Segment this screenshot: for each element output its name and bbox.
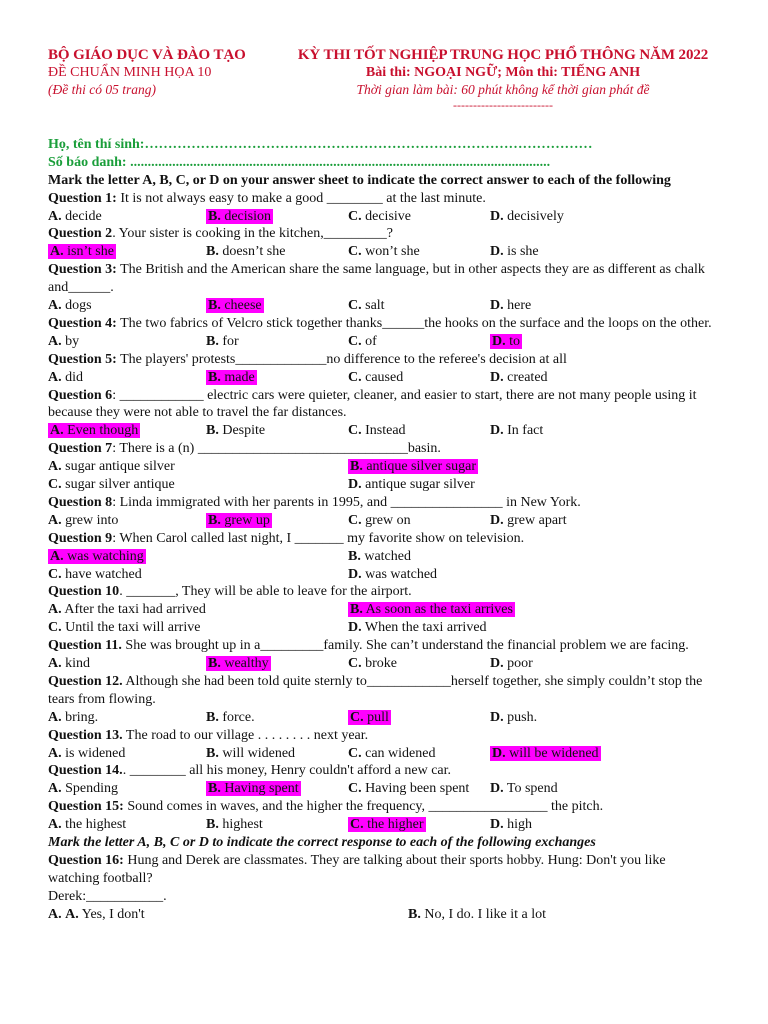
option-b: B. doesn’t she — [206, 244, 286, 260]
question-8 — [48, 494, 720, 530]
option-d: D. is she — [490, 244, 539, 260]
question-stem — [48, 673, 720, 709]
question-4 — [48, 315, 720, 351]
option-b: B. Having spent — [208, 781, 299, 797]
option-c: C. of — [348, 333, 377, 349]
question-12 — [48, 673, 720, 727]
option-b: B. will widened — [206, 745, 296, 761]
option-b: B. As soon as the taxi arrives — [350, 602, 513, 618]
question-list — [48, 190, 720, 834]
options-row — [48, 709, 720, 727]
option-c: C. pull — [350, 709, 389, 725]
candidate-name-field: Họ, tên thí sinh:…………………………………………………………………………………… — [48, 137, 593, 152]
exam-subject: Bài thi: NGOẠI NGỮ; Môn thi: TIẾNG ANH — [365, 65, 641, 80]
options-row — [48, 458, 720, 476]
option-b: B. cheese — [208, 298, 262, 314]
question-label: Question 4: — [48, 315, 117, 331]
option-a: A. by — [48, 333, 80, 349]
question-label: Question 9 — [48, 530, 113, 546]
option-c: C. salt — [348, 298, 385, 314]
option-d: D. push. — [490, 709, 538, 725]
exam-body — [48, 136, 720, 924]
question-stem — [48, 583, 720, 601]
option-c: C. caused — [348, 369, 404, 385]
question-stem — [48, 762, 720, 780]
options-row — [48, 297, 720, 315]
option-a: A. sugar antique silver — [48, 459, 175, 475]
question-text: The two fabrics of Velcro stick together thanks______the hooks on the surface and the loops on the other. — [116, 315, 712, 331]
question-label: Question 13. — [48, 727, 123, 743]
option-d: D. will be widened — [492, 745, 599, 761]
question-16-derek: Derek:___________. — [48, 888, 167, 904]
question-label: Question 8 — [48, 494, 113, 510]
question-label: Question 6 — [48, 387, 113, 403]
question-3 — [48, 261, 720, 315]
option-c: C. Until the taxi will arrive — [48, 620, 201, 636]
question-text: . ________ all his money, Henry couldn't afford a new car. — [122, 763, 452, 779]
option-d: D. When the taxi arrived — [348, 620, 487, 636]
option-d: D. To spend — [490, 781, 558, 797]
option-b: B. made — [208, 369, 255, 385]
question-label: Question 15: — [48, 799, 124, 815]
option-c: C. broke — [348, 656, 398, 672]
header-left — [48, 46, 278, 98]
instruction-2: Mark the letter A, B, C or D to indicate the correct response to each of the following exchanges — [48, 835, 596, 851]
option-a: A. isn’t she — [50, 244, 114, 260]
ministry-name: BỘ GIÁO DỤC VÀ ĐÀO TẠO — [48, 47, 246, 63]
option-c: C. sugar silver antique — [48, 477, 175, 493]
time-note: Thời gian làm bài: 60 phút không kể thời gian phát đề — [356, 82, 650, 97]
options-row — [48, 780, 720, 798]
question-label: Question 5: — [48, 351, 117, 367]
pages-note: (Đề thi có 05 trang) — [48, 82, 156, 97]
question-text: . _______, They will be able to leave for the airport. — [119, 584, 412, 600]
option-c: C. grew on — [348, 512, 411, 528]
question-label: Question 7 — [48, 441, 113, 457]
question-2 — [48, 225, 720, 261]
options-row — [48, 619, 720, 637]
option-a: A. After the taxi had arrived — [48, 602, 206, 618]
instruction-1: Mark the letter A, B, C, or D on your answer sheet to indicate the correct answer to each of the following — [48, 172, 671, 188]
question-14 — [48, 762, 720, 798]
options-row — [48, 208, 720, 226]
option-d: D. here — [490, 298, 532, 314]
option-c: C. decisive — [348, 208, 411, 224]
question-label: Question 3: — [48, 262, 117, 278]
options-row — [48, 369, 720, 387]
option-c: C. won’t she — [348, 244, 420, 260]
options-row — [48, 601, 720, 619]
option-b: B. watched — [348, 548, 411, 564]
option-a: A. is widened — [48, 745, 126, 761]
question-11 — [48, 637, 720, 673]
header-right — [283, 46, 723, 112]
options-row — [48, 566, 720, 584]
header-divider: ------------------------- — [453, 98, 553, 112]
question-stem — [48, 530, 720, 548]
options-row — [48, 816, 720, 834]
option-c: C. the higher — [350, 817, 424, 833]
option-a: A. grew into — [48, 512, 119, 528]
option-a: A. dogs — [48, 298, 92, 314]
option-a: A. kind — [48, 656, 91, 672]
option-d: D. was watched — [348, 566, 438, 582]
question-16-options — [48, 906, 720, 924]
question-label: Question 10 — [48, 584, 120, 600]
option-c: C. Having been spent — [348, 781, 470, 797]
exam-title: KỲ THI TỐT NGHIỆP TRUNG HỌC PHỔ THÔNG NĂM 2022 — [297, 47, 709, 63]
option-d: D. created — [490, 369, 548, 385]
question-label: Question 12. — [48, 673, 123, 689]
option-a: A. Spending — [48, 781, 119, 797]
option-b: B. antique silver sugar — [350, 459, 476, 475]
question-text: It is not always easy to make a good ________ at the last minute. — [116, 190, 486, 206]
option-d: D. to — [492, 333, 521, 349]
question-16 — [48, 852, 720, 888]
question-15 — [48, 798, 720, 834]
question-stem — [48, 315, 720, 333]
question-stem — [48, 387, 720, 423]
question-label: Question 2 — [48, 226, 113, 242]
question-text: Sound comes in waves, and the higher the frequency, _________________ the pitch. — [123, 799, 604, 815]
option-d: D. grew apart — [490, 512, 567, 528]
question-text: : There is a (n) ______________________________basin. — [112, 441, 441, 457]
option-b: B. highest — [206, 817, 263, 833]
question-stem — [48, 261, 720, 297]
question-stem — [48, 225, 720, 243]
option-d: D. decisively — [490, 208, 564, 224]
option-a: A. was watching — [50, 548, 144, 564]
options-row — [48, 476, 720, 494]
option-c: C. can widened — [348, 745, 436, 761]
question-stem — [48, 494, 720, 512]
question-text: : When Carol called last night, I _______ my favorite show on television. — [112, 530, 525, 546]
question-text: She was brought up in a_________family. She can’t understand the financial problem we are facing. — [121, 638, 689, 654]
question-stem — [48, 190, 720, 208]
question-stem — [48, 440, 720, 458]
question-text: Although she had been told quite sternly to____________herself together, she simply couldn’t stop the tears from flowing. — [48, 673, 703, 707]
option-a: A. did — [48, 369, 84, 385]
question-text: The players' protests_____________no difference to the referee's decision at all — [116, 351, 567, 367]
option-b: B. wealthy — [208, 656, 269, 672]
option-a: A. A. Yes, I don't — [48, 906, 145, 922]
option-d: D. poor — [490, 656, 533, 672]
options-row — [48, 333, 720, 351]
option-b: B. grew up — [208, 512, 270, 528]
question-stem — [48, 798, 720, 816]
options-row — [48, 512, 720, 530]
option-b: B. for — [206, 333, 239, 349]
question-16-text: Hung and Derek are classmates. They are talking about their sports hobby. Hung: Don't you like watching football? — [48, 852, 666, 886]
options-row — [48, 655, 720, 673]
option-b: B. decision — [208, 208, 271, 224]
question-text: : Linda immigrated with her parents in 1995, and ________________ in New York. — [112, 494, 581, 510]
question-label: Question 11. — [48, 638, 122, 654]
question-text: The road to our village . . . . . . . . next year. — [122, 727, 369, 743]
option-a: A. bring. — [48, 709, 99, 725]
option-d: D. antique sugar silver — [348, 477, 475, 493]
option-d: D. In fact — [490, 423, 544, 439]
question-text: : ____________ electric cars were quieter, cleaner, and easier to start, there are not many people using it because they were not able to travel the far distances. — [48, 387, 697, 421]
question-1 — [48, 190, 720, 226]
exam-code: ĐỀ CHUẨN MINH HỌA 10 — [48, 65, 212, 80]
question-label: Question 14. — [48, 763, 123, 779]
option-a: A. the highest — [48, 817, 127, 833]
options-row — [48, 422, 720, 440]
question-text: . Your sister is cooking in the kitchen,_________? — [112, 226, 393, 242]
question-label: Question 1: — [48, 190, 117, 206]
question-5 — [48, 351, 720, 387]
option-b: B. force. — [206, 709, 255, 725]
option-c: C. Instead — [348, 423, 406, 439]
question-stem — [48, 351, 720, 369]
option-d: D. high — [490, 817, 533, 833]
options-row — [48, 548, 720, 566]
options-row — [48, 745, 720, 763]
options-row — [48, 243, 720, 261]
question-7 — [48, 440, 720, 494]
candidate-id-field: Số báo danh: ........................................................................................................................ — [48, 154, 551, 170]
option-a: A. decide — [48, 208, 102, 224]
option-c: C. have watched — [48, 566, 142, 582]
question-9 — [48, 530, 720, 584]
question-16-label: Question 16: — [48, 852, 124, 868]
question-text: The British and the American share the same language, but in other aspects they are as different as chalk and______. — [48, 262, 705, 296]
question-stem — [48, 727, 720, 745]
option-a: A. Even though — [50, 423, 139, 439]
question-13 — [48, 727, 720, 763]
option-b: B. No, I do. I like it a lot — [408, 906, 547, 922]
question-10 — [48, 583, 720, 637]
option-b: B. Despite — [206, 423, 266, 439]
question-6 — [48, 387, 720, 441]
question-stem — [48, 637, 720, 655]
